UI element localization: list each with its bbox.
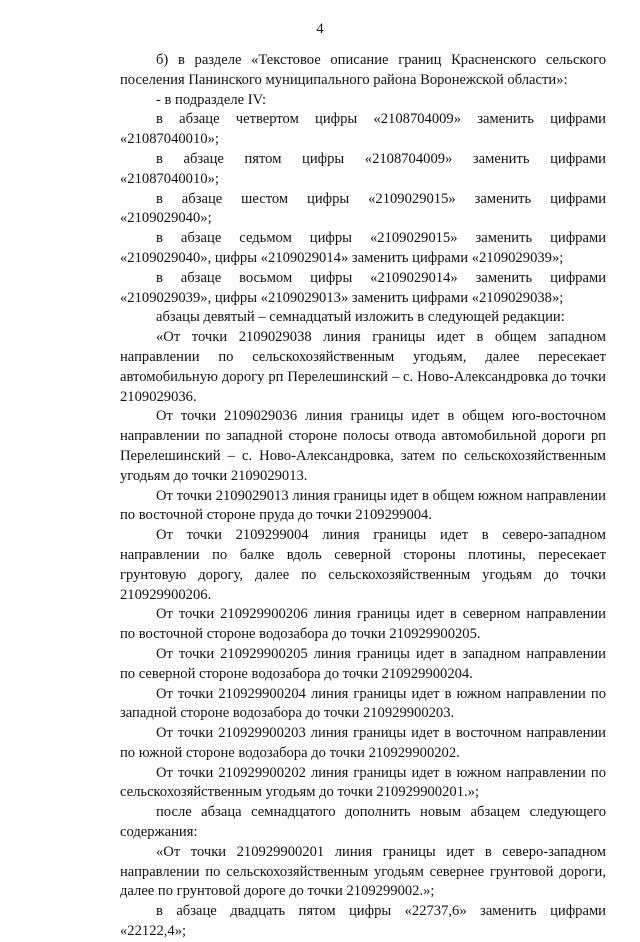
paragraph-subsection-iv: - в подразделе IV: — [156, 91, 267, 108]
paragraph-amend-8th: в абзаце восьмом цифры «2109029014» заменить цифрами «2109029039», цифры «2109029013» заменить цифрами «2109029038»; — [120, 269, 606, 306]
page-number: 4 — [316, 21, 324, 37]
paragraph-point-210929900204: От точки 210929900204 линия границы идет в южном направлении по западной стороне водозабора до точки 210929900203. — [120, 685, 606, 722]
paragraph-point-2109029038: «От точки 2109029038 линия границы идет в общем западном направлении по сельскохозяйственным угодьям, далее пересекает автомобильную дорогу рп Перелешинский – с. Ново-Александровка до точки 2109029036. — [120, 329, 606, 405]
paragraph-amend-9-17: абзацы девятый – семнадцатый изложить в следующей редакции: — [156, 309, 565, 326]
document-body — [120, 51, 606, 942]
paragraph-point-2109029013: От точки 2109029013 линия границы идет в общем южном направлении по восточной стороне пруда до точки 2109299004. — [120, 487, 606, 524]
paragraph-amend-6th: в абзаце шестом цифры «2109029015» заменить цифрами «2109029040»; — [120, 190, 606, 227]
paragraph-point-2109029036: От точки 2109029036 линия границы идет в общем юго-восточном направлении по западной стороне полосы отвода автомобильной дороги рп Перелешинский – с. Ново-Александровка, затем по сельскохозяйственным угодьям до точки 2109029013. — [120, 408, 606, 484]
paragraph-point-2109299004: От точки 2109299004 линия границы идет в северо-западном направлении по балке вдоль северной стороны плотины, пересекает грунтовую дорогу, далее по сельскохозяйственным угодьям до точки 210929900206. — [120, 527, 606, 603]
paragraph-section-b: б) в разделе «Текстовое описание границ Красненского сельского поселения Панинского муниципального района Воронежской области»: — [120, 52, 606, 88]
paragraph-point-210929900202: От точки 210929900202 линия границы идет в южном направлении по сельскохозяйственным угодьям до точки 210929900201.»; — [120, 764, 606, 801]
paragraph-amend-5th: в абзаце пятом цифры «2108704009» заменить цифрами «21087040010»; — [120, 150, 606, 187]
paragraph-add-after-17th: после абзаца семнадцатого дополнить новым абзацем следующего содержания: — [120, 804, 606, 841]
paragraph-amend-25th: в абзаце двадцать пятом цифры «22737,6» заменить цифрами «22122,4»; — [120, 903, 606, 940]
paragraph-point-210929900205: От точки 210929900205 линия границы идет в западном направлении по северной стороне водозабора до точки 210929900204. — [120, 645, 606, 682]
paragraph-point-210929900201: «От точки 210929900201 линия границы идет в северо-западном направлении по сельскохозяйственным угодьям севернее грунтовой дороги, далее по грунтовой дороге до точки 2109299002.»; — [120, 843, 606, 900]
paragraph-amend-4th: в абзаце четвертом цифры «2108704009» заменить цифрами «21087040010»; — [120, 111, 606, 148]
paragraph-point-210929900206: От точки 210929900206 линия границы идет в северном направлении по восточной стороне водозабора до точки 210929900205. — [120, 606, 606, 643]
paragraph-amend-7th: в абзаце седьмом цифры «2109029015» заменить цифрами «2109029040», цифры «2109029014» заменить цифрами «2109029039»; — [120, 230, 606, 266]
paragraph-point-210929900203: От точки 210929900203 линия границы идет в восточном направлении по южной стороне водозабора до точки 210929900202. — [120, 725, 606, 761]
